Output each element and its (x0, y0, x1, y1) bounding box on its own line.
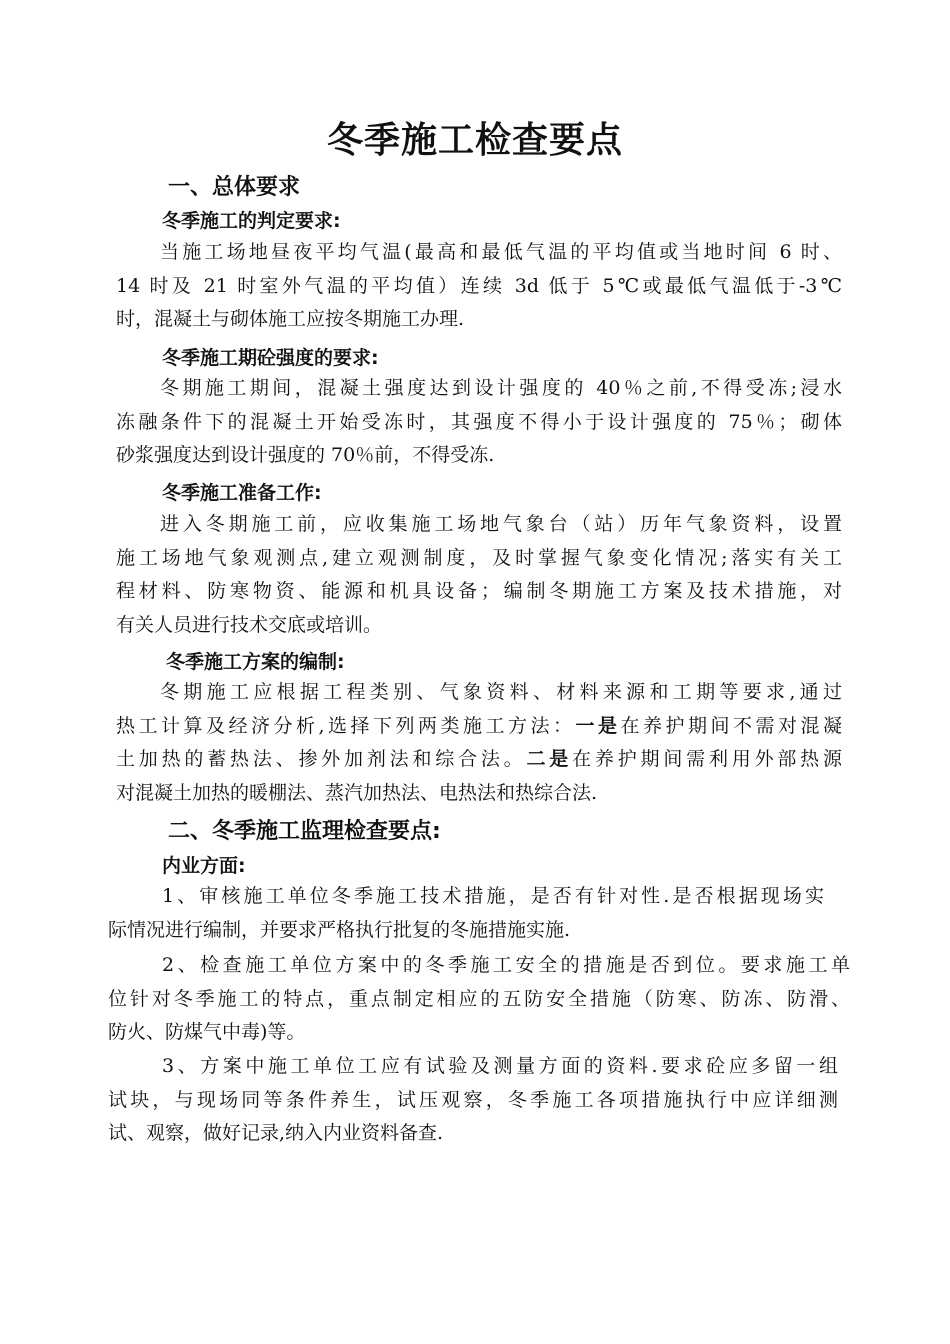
paragraph-line: 位针对冬季施工的特点，重点制定相应的五防安全措施（防寒、防冻、防滑、 (108, 987, 850, 1010)
section2-item1-paragraph (108, 880, 824, 947)
paragraph-line: 冬期施工期间，混凝土强度达到设计强度的 40％之前,不得受冻;浸水 (160, 377, 842, 399)
section1-sub4-paragraph (116, 676, 842, 810)
paragraph-line: 冻融条件下的混凝土开始受冻时，其强度不得小于设计强度的 75％；砌体 (116, 410, 842, 433)
method-two-label: 二是 (526, 748, 573, 770)
section2-sub1-heading: 内业方面: (162, 855, 246, 877)
section1-sub1-heading: 冬季施工的判定要求: (162, 210, 341, 232)
line-text: 在养护期间需利用外部热源 (572, 748, 842, 770)
section1-heading: 一、总体要求 (168, 175, 301, 200)
paragraph-line: 冬期施工应根据工程类别、气象资料、材料来源和工期等要求,通过 (160, 681, 842, 703)
paragraph-line: 防火、防煤气中毒)等。 (108, 1021, 306, 1043)
paragraph-line: 1、审核施工单位冬季施工技术措施，是否有针对性.是否根据现场实 (162, 885, 824, 907)
section1-sub2-heading: 冬季施工期砼强度的要求: (162, 347, 379, 369)
section1-sub4-heading: 冬季施工方案的编制: (166, 651, 345, 673)
line-text: 土加热的蓄热法、掺外加剂法和综合法。 (116, 748, 527, 770)
section1-sub3-heading: 冬季施工准备工作: (162, 482, 322, 504)
paragraph-line: 当施工场地昼夜平均气温(最高和最低气温的平均值或当地时间 6 时、 (160, 241, 842, 263)
page-title: 冬季施工检查要点 (326, 120, 623, 161)
paragraph-line: 有关人员进行技术交底或培训。 (116, 613, 383, 636)
section1-sub3-paragraph (116, 508, 842, 642)
paragraph-line (116, 710, 842, 744)
paragraph-line: 试、观察，做好记录,纳入内业资料备查. (108, 1122, 444, 1144)
paragraph-line: 进入冬期施工前，应收集施工场地气象台（站）历年气象资料，设置 (160, 513, 842, 535)
section2-heading: 二、冬季施工监理检查要点: (168, 819, 441, 844)
method-one-label: 一是 (575, 714, 621, 737)
line-text: 在养护期间不需对混凝 (620, 714, 842, 737)
paragraph-line: 时，混凝土与砌体施工应按冬期施工办理. (116, 308, 465, 330)
paragraph-line: 程材料、防寒物资、能源和机具设备；编制冬期施工方案及技术措施，对 (116, 580, 842, 602)
section1-sub1-paragraph (116, 236, 842, 337)
paragraph-line (116, 743, 842, 777)
line-text: 热工计算及经济分析,选择下列两类施工方法： (116, 714, 576, 737)
section2-item3-paragraph (108, 1050, 838, 1151)
section2-item2-paragraph (108, 949, 850, 1050)
paragraph-line: 2、检查施工单位方案中的冬季施工安全的措施是否到位。要求施工单 (162, 954, 850, 976)
paragraph-line: 试块，与现场同等条件养生，试压观察，冬季施工各项措施执行中应详细测 (108, 1088, 838, 1111)
paragraph-line: 际情况进行编制，并要求严格执行批复的冬施措施实施. (108, 918, 571, 941)
paragraph-line: 3、方案中施工单位工应有试验及测量方面的资料.要求砼应多留一组 (162, 1055, 838, 1077)
paragraph-line: 施工场地气象观测点,建立观测制度，及时掌握气象变化情况;落实有关工 (116, 546, 842, 569)
paragraph-line: 对混凝土加热的暖棚法、蒸汽加热法、电热法和热综合法. (116, 781, 598, 804)
paragraph-line: 14 时及 21 时室外气温的平均值）连续 3d 低于 5℃或最低气温低于-3℃ (116, 274, 842, 297)
paragraph-line: 砂浆强度达到设计强度的 70％前，不得受冻. (116, 444, 495, 466)
section1-sub2-paragraph (116, 372, 842, 473)
